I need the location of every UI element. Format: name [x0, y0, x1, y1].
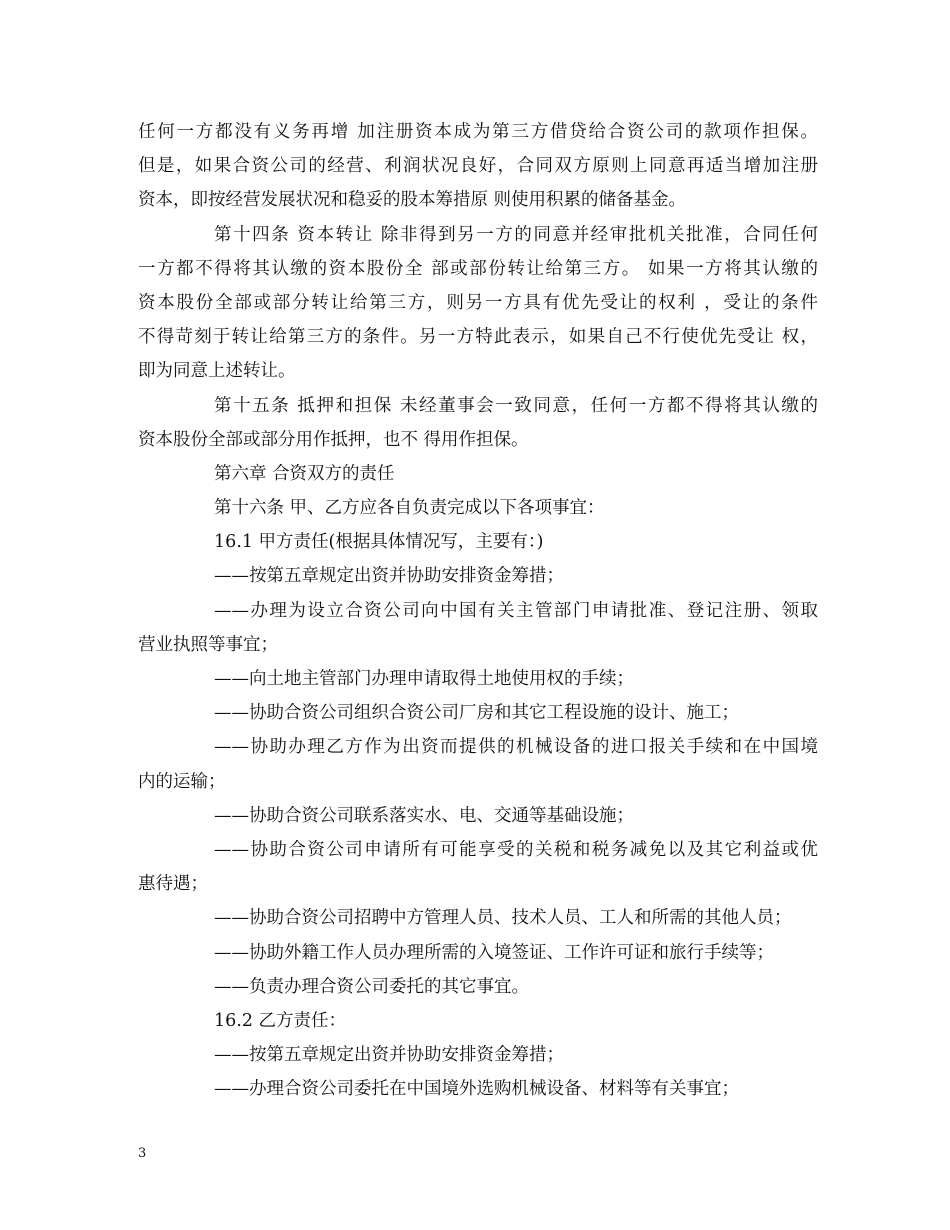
- text-line: 不得苛刻于转让给第三方的条件。另一方特此表示，如果自己不行使优先受让 权，: [138, 327, 818, 348]
- body-text: [138, 115, 818, 1106]
- text-line: ——办理为设立合资公司向中国有关主管部门申请批准、登记注册、领取: [214, 600, 818, 621]
- text-line: 资本，即按经营发展状况和稳妥的股本筹措原 则使用积累的储备基金。: [138, 190, 687, 211]
- text-line: 资本股份全部或部分用作抵押，也不 得用作担保。: [138, 429, 529, 450]
- text-line: 第十四条 资本转让 除非得到另一方的同意并经审批机关批准，合同任何: [214, 224, 818, 245]
- text-line: 惠待遇；: [138, 874, 208, 895]
- text-line: ——协助办理乙方作为出资而提供的机械设备的进口报关手续和在中国境: [214, 737, 818, 758]
- text-line: ——协助合资公司招聘中方管理人员、技术人员、工人和所需的其他人员；: [214, 908, 792, 929]
- text-line: 第十六条 甲、乙方应各自负责完成以下各项事宜：: [214, 498, 605, 519]
- text-line: 16.2 乙方责任：: [214, 1010, 347, 1031]
- text-line: ——办理合资公司委托在中国境外选购机械设备、材料等有关事宜；: [214, 1079, 739, 1100]
- text-line: 但是，如果合资公司的经营、利润状况良好，合同双方原则上同意再适当增加注册: [138, 156, 818, 177]
- text-line: 16.1 甲方责任(根据具体情况写，主要有：): [214, 532, 544, 553]
- text-line: ——协助外籍工作人员办理所需的入境签证、工作许可证和旅行手续等；: [214, 942, 774, 963]
- text-line: 一方都不得将其认缴的资本股份全 部或部份转让给第三方。 如果一方将其认缴的: [138, 258, 818, 279]
- text-line: 资本股份全部或部分转让给第三方，则另一方具有优先受让的权利 ，受让的条件: [138, 292, 818, 313]
- text-line: ——按第五章规定出资并协助安排资金筹措；: [214, 1045, 564, 1066]
- text-line: ——负责办理合资公司委托的其它事宜。: [214, 976, 529, 997]
- text-line: ——协助合资公司申请所有可能享受的关税和税务减免以及其它利益或优: [214, 839, 818, 860]
- text-line: 营业执照等事宜；: [138, 634, 278, 655]
- text-line: ——按第五章规定出资并协助安排资金筹措；: [214, 566, 564, 587]
- text-line: 内的运输；: [138, 771, 226, 792]
- page-number: 3: [138, 1146, 147, 1161]
- text-line: 第十五条 抵押和担保 未经董事会一致同意，任何一方都不得将其认缴的: [214, 395, 818, 416]
- text-line: ——协助合资公司组织合资公司厂房和其它工程设施的设计、施工；: [214, 703, 739, 724]
- text-line: ——向土地主管部门办理申请取得土地使用权的手续；: [214, 669, 634, 689]
- text-line: ——协助合资公司联系落实水、电、交通等基础设施；: [214, 805, 634, 826]
- text-line: 第六章 合资双方的责任: [214, 463, 395, 484]
- text-line: 任何一方都没有义务再增 加注册资本成为第三方借贷给合资公司的款项作担保。: [138, 122, 818, 142]
- text-line: 即为同意上述转让。: [138, 361, 296, 382]
